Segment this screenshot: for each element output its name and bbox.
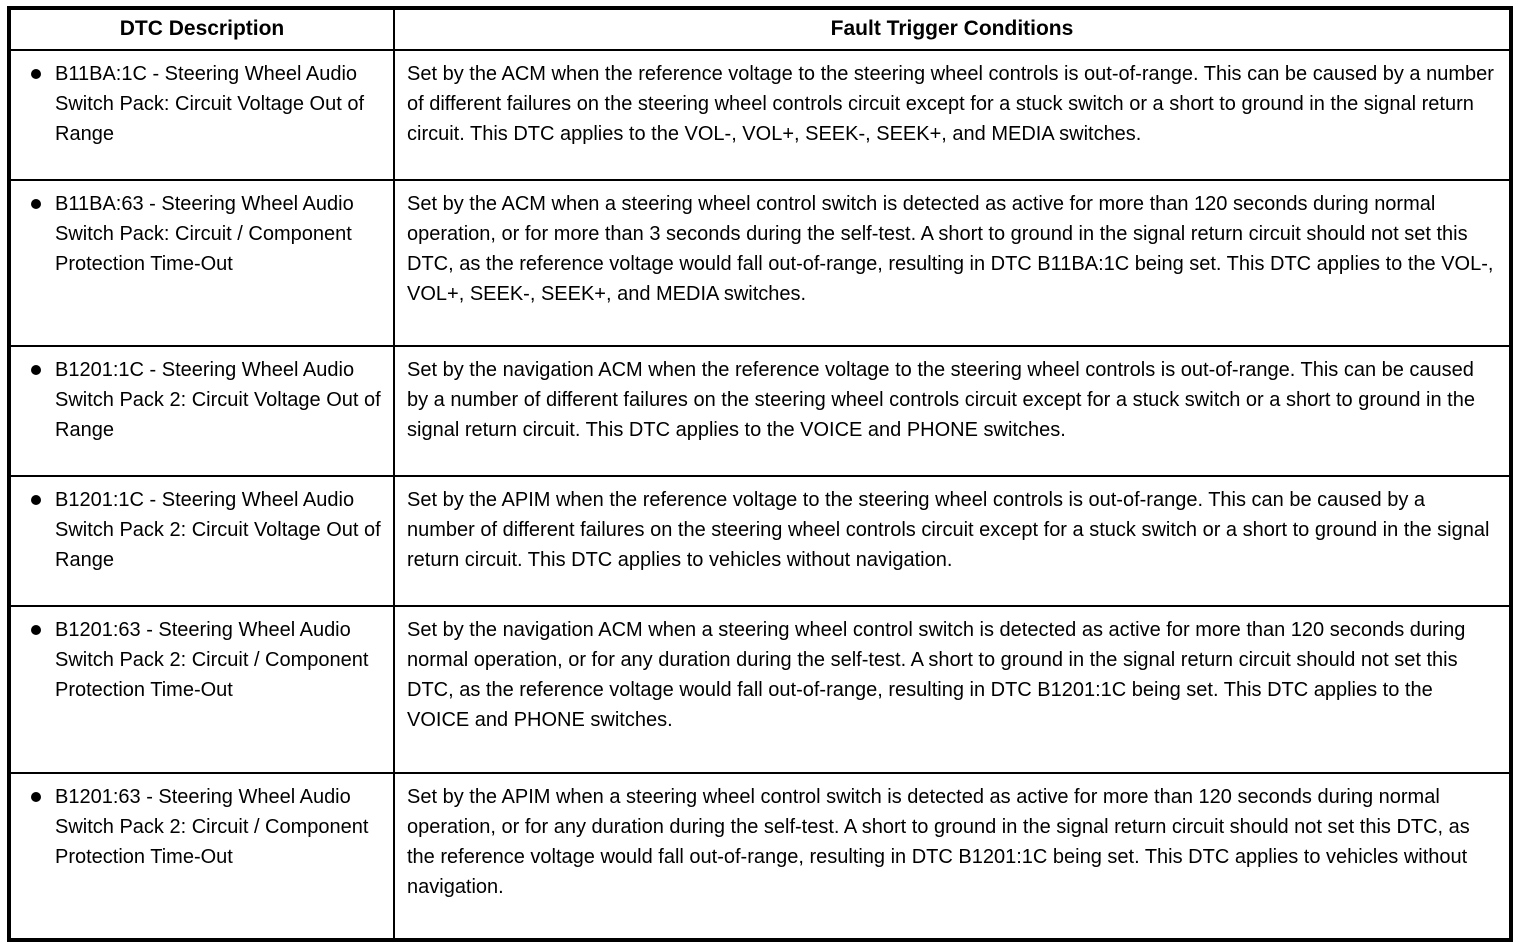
table-row (9, 606, 1511, 772)
dtc-description-cell (9, 476, 394, 606)
bullet-icon (31, 365, 41, 375)
bullet-icon (31, 792, 41, 802)
table-row (9, 50, 1511, 180)
dtc-code-text: B1201:1C - Steering Wheel Audio Switch Pack 2: Circuit Voltage Out of Range (55, 359, 381, 442)
fault-trigger-conditions-cell (394, 476, 1511, 606)
condition-text: Set by the navigation ACM when a steering wheel control switch is detected as active for more than 120 seconds during normal operation, or for any duration during the self-test. A short to ground in the signal return circuit should not set this DTC, as the reference voltage would fall out-of-range, resulting in DTC B1201:1C being set. This DTC applies to the VOICE and PHONE switches. (407, 619, 1466, 732)
dtc-description-cell (9, 773, 394, 940)
dtc-table (7, 6, 1513, 942)
table-header (9, 8, 1511, 50)
condition-text: Set by the APIM when a steering wheel control switch is detected as active for more than 120 seconds during normal operation, or for any duration during the self-test. A short to ground in the signal return circuit should not set this DTC, as the reference voltage would fall out-of-range, resulting in DTC B1201:1C being set. This DTC applies to vehicles without navigation. (407, 785, 1470, 898)
column-header-fault-trigger-conditions: Fault Trigger Conditions (394, 8, 1511, 50)
bullet-icon (31, 199, 41, 209)
condition-text: Set by the APIM when the reference voltage to the steering wheel controls is out-of-range. This can be caused by a number of different failures on the steering wheel controls circuit except for a stuck switch or a short to ground in the signal return circuit. This DTC applies to vehicles without navigation. (407, 489, 1490, 572)
table-row (9, 773, 1511, 940)
dtc-bullet-item (31, 189, 385, 279)
dtc-code-text: B11BA:63 - Steering Wheel Audio Switch Pack: Circuit / Component Protection Time-Out (55, 193, 354, 276)
dtc-code-text: B1201:63 - Steering Wheel Audio Switch Pack 2: Circuit / Component Protection Time-Out (55, 785, 369, 868)
bullet-icon (31, 495, 41, 505)
condition-text: Set by the ACM when the reference voltage to the steering wheel controls is out-of-range. This can be caused by a number of different failures on the steering wheel controls circuit except for a stuck switch or a short to ground in the signal return circuit. This DTC applies to the VOL-, VOL+, SEEK-, SEEK+, and MEDIA switches. (407, 63, 1494, 145)
dtc-bullet-item (31, 59, 385, 149)
fault-trigger-conditions-cell (394, 773, 1511, 940)
table-body (9, 50, 1511, 940)
dtc-code-text: B1201:1C - Steering Wheel Audio Switch Pack 2: Circuit Voltage Out of Range (55, 489, 381, 572)
dtc-bullet-item (31, 615, 385, 705)
condition-text: Set by the navigation ACM when the reference voltage to the steering wheel controls is out-of-range. This can be caused by a number of different failures on the steering wheel controls circuit except for a stuck switch or a short to ground in the signal return circuit. This DTC applies to the VOICE and PHONE switches. (407, 359, 1475, 442)
bullet-icon (31, 625, 41, 635)
table-row (9, 476, 1511, 606)
dtc-code-text: B1201:63 - Steering Wheel Audio Switch Pack 2: Circuit / Component Protection Time-Out (55, 619, 369, 702)
dtc-description-cell (9, 180, 394, 346)
dtc-bullet-item (31, 355, 385, 445)
fault-trigger-conditions-cell (394, 180, 1511, 346)
fault-trigger-conditions-cell (394, 346, 1511, 476)
dtc-description-cell (9, 606, 394, 772)
dtc-description-cell (9, 50, 394, 180)
fault-trigger-conditions-cell (394, 50, 1511, 180)
dtc-code-text: B11BA:1C - Steering Wheel Audio Switch Pack: Circuit Voltage Out of Range (55, 63, 365, 145)
fault-trigger-conditions-cell (394, 606, 1511, 772)
column-header-dtc-description: DTC Description (9, 8, 394, 50)
condition-text: Set by the ACM when a steering wheel control switch is detected as active for more than 120 seconds during normal operation, or for more than 3 seconds during the self-test. A short to ground in the signal return circuit should not set this DTC, as the reference voltage would fall out-of-range, resulting in DTC B11BA:1C being set. This DTC applies to the VOL-, VOL+, SEEK-, SEEK+, and MEDIA switches. (407, 193, 1494, 306)
dtc-description-cell (9, 346, 394, 476)
table-row (9, 180, 1511, 346)
dtc-bullet-item (31, 782, 385, 872)
bullet-icon (31, 69, 41, 79)
dtc-bullet-item (31, 485, 385, 575)
table-row (9, 346, 1511, 476)
header-row (9, 8, 1511, 50)
